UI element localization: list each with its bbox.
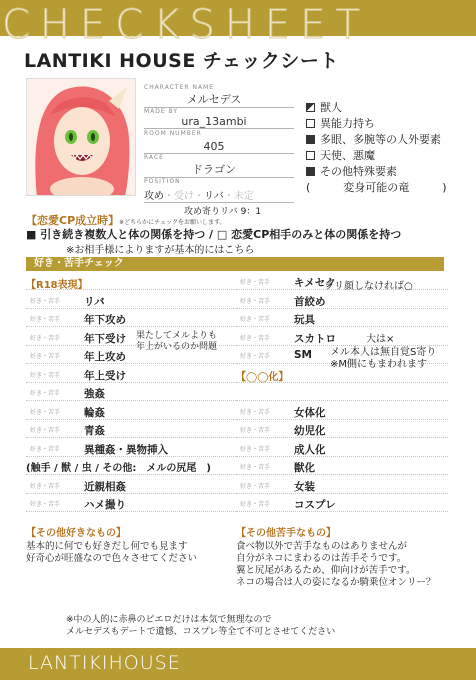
checklist-item: 青姦 [84, 425, 105, 437]
like-dislike-label[interactable]: 好き・苦手 [30, 408, 61, 416]
checklist-row [236, 311, 448, 327]
romance-heading-note: ※どちらかにチェックをお願いします。 [119, 219, 226, 226]
like-dislike-label[interactable]: 好き・苦手 [240, 464, 271, 471]
checklist-row [236, 478, 448, 494]
checkbox-icon [306, 167, 315, 176]
like-panel-heading: 【その他好きなもの】 [26, 528, 126, 539]
room-number-field [144, 130, 294, 154]
like-dislike-label[interactable]: 好き・苦手 [30, 297, 61, 305]
checklist-item: 成人化 [294, 443, 326, 456]
attribute-label: その他特殊要素 [320, 165, 397, 178]
attribute-multi-eye [306, 132, 447, 148]
footer-logo: LANTIKIHOUSE [28, 652, 181, 674]
attribute-label: 天使、悪魔 [320, 149, 375, 162]
made-by-label: MADE BY [144, 108, 179, 115]
romance-options: ■ 引き続き複数人と体の関係を持つ / □ 恋愛CP相手のみと体の関係を持つ [26, 228, 402, 241]
checklist-row [236, 404, 448, 420]
checklist-item: 玩具 [294, 314, 315, 326]
race-value: ドラゴン [192, 163, 236, 176]
checklist-item: 異種姦・異物挿入 [84, 443, 168, 456]
attribute-ability [306, 116, 447, 132]
race-field [144, 154, 294, 178]
checklist-item: 年下受け [84, 332, 126, 345]
like-dislike-label[interactable]: 好き・苦手 [30, 353, 61, 360]
checklist-item: 近親相姦 [84, 480, 126, 493]
like-dislike-label[interactable]: 好き・苦手 [30, 334, 61, 342]
older-note: 果たしてメルよりも 年上がいるのか問題 [136, 331, 218, 352]
checklist-item: コスプレ [294, 499, 336, 511]
footer-note: ※中の人的に赤鼻のピエロだけは本気で無理なので メルセデスもデートで遺憾、コスプレ等全て不可とさせてください [66, 615, 336, 637]
checklist-item: 幼児化 [294, 425, 326, 437]
character-portrait [26, 78, 136, 196]
checkbox-icon [306, 103, 315, 112]
attribute-label: 獣人 [320, 101, 342, 114]
like-dislike-label[interactable]: 好き・苦手 [30, 427, 61, 434]
position-label: POSITION [144, 178, 181, 185]
position-ratio: 攻め寄りリバ 9：1 [184, 207, 262, 217]
animal-line: (触手 / 獣 / 虫 / その他: メルの尻尾 ) [26, 463, 211, 474]
checklist-item: 輪姦 [84, 406, 105, 419]
scat-note: 大は× [366, 334, 395, 345]
checklist-row [236, 385, 448, 401]
checklist-row [26, 385, 238, 401]
like-dislike-label[interactable]: 好き・苦手 [30, 390, 61, 397]
checklist-row [26, 496, 238, 512]
like-dislike-label[interactable]: 好き・苦手 [30, 482, 61, 490]
checklist-item: キメセク [294, 277, 336, 289]
attribute-other-detail [306, 180, 447, 196]
character-name-field [144, 84, 294, 108]
checklist-row [236, 496, 448, 512]
position-undecided: 未定 [233, 191, 254, 202]
checklist-row [236, 330, 448, 346]
room-number-label: ROOM NUMBER [144, 130, 202, 137]
character-name-value: メルセデス [186, 93, 242, 106]
like-dislike-label[interactable]: 好き・苦手 [240, 353, 271, 360]
like-dislike-label[interactable]: 好き・苦手 [30, 371, 61, 379]
checklist-row [26, 367, 238, 383]
checklist-row [26, 441, 238, 457]
header-watermark: CHECKSHEET [2, 2, 370, 48]
like-dislike-label[interactable]: 好き・苦手 [240, 279, 271, 286]
position-uke: 受け [174, 191, 194, 202]
checklist-item: 強姦 [84, 388, 105, 400]
like-panel-text: 基本的に何でも好きだし何でも見ます 好奇心が旺盛なので色々させてください [26, 541, 198, 564]
checklist-row [26, 478, 238, 494]
made-by-field [144, 108, 294, 129]
attribute-angel-demon [306, 148, 447, 164]
dislike-panel-heading: 【その他苦手なもの】 [236, 528, 336, 539]
checklist-item: 年下攻め [84, 314, 126, 326]
checklist-item: 年上受け [84, 369, 126, 382]
like-dislike-label[interactable]: 好き・苦手 [240, 427, 271, 434]
checkbox-icon [306, 135, 315, 144]
checklist-row [236, 422, 448, 438]
checklist-item: 女装 [294, 480, 315, 493]
checklist-row [26, 311, 238, 327]
made-by-value: ura_13ambi [181, 115, 247, 128]
checklist-row [26, 404, 238, 420]
sm-note: メル本人は無自覚S寄り ※M側にもまわれます [330, 347, 437, 370]
checklist-item: SM [294, 349, 313, 361]
attribute-label: 異能力持ち [320, 117, 375, 130]
checklist-item: 首絞め [294, 295, 326, 308]
checklist-row [236, 441, 448, 457]
like-dislike-label[interactable]: 好き・苦手 [240, 316, 271, 323]
checkbox-icon [306, 119, 315, 128]
checklist-item: スカトロ [294, 332, 336, 345]
like-dislike-label[interactable]: 好き・苦手 [240, 297, 271, 305]
separator: ・ [223, 191, 234, 202]
likes-band: 好き・苦手チェック [26, 257, 444, 271]
checklist-item: 獣化 [294, 462, 315, 474]
portrait-illustration [27, 79, 136, 196]
checklist-item: ハメ撮り [84, 499, 126, 511]
attribute-list [306, 100, 447, 196]
checklist-item: リバ [84, 295, 105, 308]
like-dislike-label[interactable]: 好き・苦手 [240, 334, 271, 342]
romance-note: ※お相手様によりますが基本的にはこちら [66, 245, 255, 256]
checklist-row [26, 274, 238, 290]
race-label: RACE [144, 154, 164, 161]
like-dislike-label[interactable]: 好き・苦手 [240, 445, 271, 453]
character-name-label: CHARACTER NAME [144, 84, 215, 91]
separator: ・ [194, 191, 204, 202]
like-dislike-label[interactable]: 好き・苦手 [30, 316, 61, 323]
romance-heading-text: 【恋愛CP成立時】 [26, 214, 120, 227]
checklist-row [236, 459, 448, 475]
checklist-row [26, 422, 238, 438]
divider [144, 128, 294, 129]
attribute-beastman [306, 100, 447, 116]
page-title: LANTIKI HOUSE チェックシート [24, 50, 339, 72]
like-dislike-label[interactable]: 好き・苦手 [240, 482, 271, 490]
room-number-value: 405 [203, 140, 225, 153]
position-seme: 攻め [144, 191, 164, 202]
like-dislike-label[interactable]: 好き・苦手 [30, 501, 61, 508]
separator: ・ [164, 191, 174, 202]
checkbox-icon [306, 151, 315, 160]
divider [144, 202, 294, 203]
like-dislike-label[interactable]: 好き・苦手 [30, 445, 61, 453]
r18-heading: 【R18表現】 [26, 280, 88, 291]
checklist-item: 女体化 [294, 406, 326, 419]
checklist-row [236, 293, 448, 309]
maru-heading: 【◯◯化】 [236, 372, 289, 383]
checklist-row [26, 293, 238, 309]
checklist-item: 年上攻め [84, 351, 126, 363]
kimeseku-note: ラリ顔しなければ○ [324, 281, 413, 292]
attribute-label: ( 変身可能の竜 ) [306, 181, 447, 194]
like-dislike-label[interactable]: 好き・苦手 [240, 501, 271, 508]
attribute-label: 多眼、多腕等の人外要素 [320, 133, 441, 146]
attribute-other [306, 164, 447, 180]
dislike-panel-text: 食べ物以外で苦手なものはありませんが 自分がネコにまわるのは苦手そうです。 翼と尻尾があるため、仰向けが苦手です。 ネコの場合は人の姿になるか騎乗位オンリー？ [236, 541, 436, 588]
position-options [144, 187, 304, 202]
position-riba: リバ [204, 191, 224, 202]
like-dislike-label[interactable]: 好き・苦手 [240, 408, 271, 416]
